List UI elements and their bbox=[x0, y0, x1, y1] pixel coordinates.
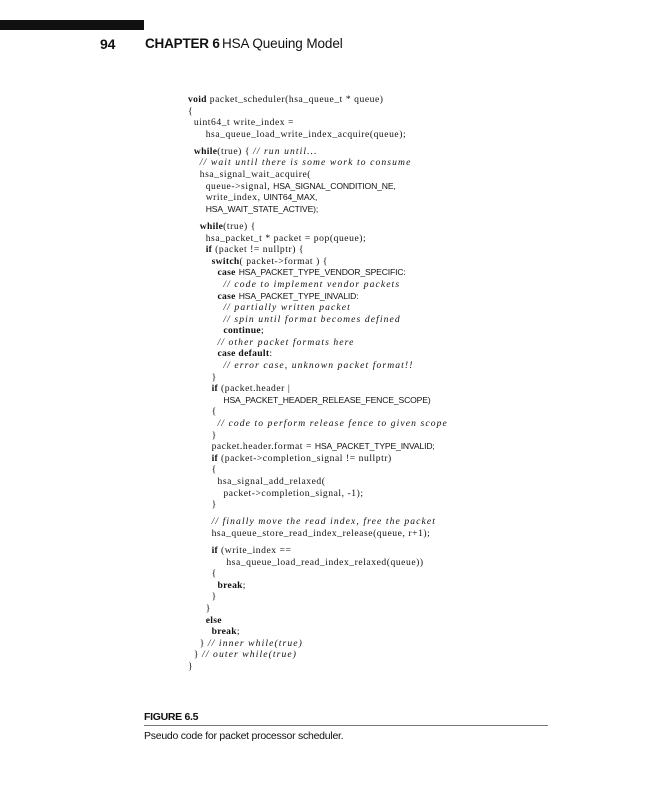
code-constant: HSA_PACKET_TYPE_VENDOR_SPECIFIC: bbox=[238, 267, 406, 278]
chapter-label: CHAPTER 6 bbox=[145, 36, 220, 51]
code-text bbox=[188, 626, 212, 637]
chapter-title: HSA Queuing Model bbox=[222, 36, 343, 51]
code-text: write_index, bbox=[188, 192, 264, 204]
code-line bbox=[188, 157, 528, 169]
code-comment: // code to perform release fence to given scope bbox=[217, 418, 448, 430]
code-text: (true) { bbox=[217, 145, 253, 157]
code-keyword: case bbox=[217, 290, 236, 302]
code-text bbox=[188, 348, 217, 359]
code-line bbox=[188, 169, 528, 181]
code-line bbox=[188, 464, 528, 476]
code-comment: // finally move the read index, free the packet bbox=[211, 516, 437, 528]
code-text: ; bbox=[236, 626, 241, 638]
code-text: { bbox=[188, 568, 217, 580]
code-line bbox=[188, 256, 528, 268]
code-text: } bbox=[188, 371, 217, 383]
code-text: hsa_signal_wait_acquire( bbox=[188, 169, 312, 181]
code-text: ( packet->format ) { bbox=[239, 255, 328, 267]
code-line bbox=[188, 488, 528, 500]
code-line bbox=[188, 181, 528, 193]
code-comment: // outer while(true) bbox=[202, 649, 298, 661]
code-text: } bbox=[188, 429, 217, 441]
code-text bbox=[188, 291, 217, 302]
code-line bbox=[188, 360, 528, 372]
code-keyword: break bbox=[211, 626, 237, 638]
code-line bbox=[188, 430, 528, 442]
page-header bbox=[0, 36, 647, 56]
code-keyword: continue bbox=[223, 325, 261, 337]
code-line bbox=[188, 192, 528, 204]
code-text: hsa_signal_add_relaxed( bbox=[188, 476, 326, 487]
code-constant: HSA_PACKET_TYPE_INVALID: bbox=[238, 290, 359, 301]
code-line bbox=[188, 204, 528, 216]
code-text: { bbox=[188, 406, 217, 418]
code-text bbox=[188, 360, 223, 371]
figure-caption: Pseudo code for packet processor scheduler. bbox=[144, 730, 344, 742]
code-line bbox=[188, 516, 528, 528]
code-line bbox=[188, 94, 528, 106]
code-text bbox=[188, 395, 223, 406]
code-comment: // other packet formats here bbox=[217, 336, 355, 348]
code-text: } bbox=[188, 499, 217, 511]
code-text bbox=[188, 337, 217, 348]
code-line bbox=[188, 146, 528, 158]
code-line bbox=[188, 244, 528, 256]
code-constant: HSA_SIGNAL_CONDITION_NE, bbox=[273, 180, 396, 191]
code-line bbox=[188, 348, 528, 360]
code-line bbox=[188, 372, 528, 384]
code-line bbox=[188, 453, 528, 465]
code-keyword: while bbox=[193, 145, 218, 157]
code-keyword: if bbox=[211, 544, 219, 556]
code-text bbox=[188, 244, 206, 255]
code-text: (packet->completion_signal != nullptr) bbox=[218, 452, 392, 464]
code-text bbox=[188, 615, 206, 626]
code-text bbox=[188, 302, 223, 313]
code-line bbox=[188, 441, 528, 453]
code-comment: // partially written packet bbox=[223, 302, 351, 314]
code-text: (packet.header | bbox=[218, 383, 291, 395]
code-line bbox=[188, 279, 528, 291]
code-line bbox=[188, 337, 528, 349]
code-text bbox=[188, 383, 212, 394]
code-text: hsa_queue_load_read_index_relaxed(queue)) bbox=[188, 556, 424, 568]
code-line bbox=[188, 233, 528, 245]
code-line bbox=[188, 557, 528, 569]
code-text bbox=[188, 279, 223, 290]
code-line bbox=[188, 591, 528, 603]
caption-rule bbox=[144, 725, 548, 726]
code-line bbox=[188, 580, 528, 592]
code-text bbox=[188, 418, 217, 429]
code-comment: // wait until there is some work to consume bbox=[199, 157, 412, 169]
code-line bbox=[188, 106, 528, 118]
code-line bbox=[188, 314, 528, 326]
code-line bbox=[188, 661, 528, 673]
code-line bbox=[188, 568, 528, 580]
page-number: 94 bbox=[100, 36, 116, 52]
code-text bbox=[188, 221, 200, 232]
code-text: packet_scheduler(hsa_queue_t * queue) bbox=[206, 94, 384, 105]
code-line bbox=[188, 603, 528, 615]
code-text bbox=[188, 204, 206, 215]
code-text: } bbox=[188, 637, 208, 649]
code-text: (true) { bbox=[223, 220, 256, 232]
code-line bbox=[188, 649, 528, 661]
code-text bbox=[188, 545, 212, 556]
code-text bbox=[188, 325, 223, 336]
code-text: hsa_queue_load_write_index_acquire(queue); bbox=[188, 128, 407, 140]
figure-label: FIGURE 6.5 bbox=[144, 711, 199, 723]
code-keyword: void bbox=[188, 94, 207, 105]
code-keyword: if bbox=[211, 383, 219, 395]
code-text bbox=[188, 256, 212, 267]
code-line bbox=[188, 615, 528, 627]
code-text: ; bbox=[260, 325, 265, 337]
code-text: packet->completion_signal, -1); bbox=[188, 487, 364, 499]
code-constant: HSA_WAIT_STATE_ACTIVE); bbox=[205, 203, 319, 214]
code-line bbox=[188, 528, 528, 540]
code-line bbox=[188, 117, 528, 129]
code-text: } bbox=[188, 649, 203, 661]
code-keyword: switch bbox=[211, 255, 240, 267]
code-line bbox=[188, 267, 528, 279]
code-comment: // spin until format becomes defined bbox=[223, 313, 401, 325]
code-line bbox=[188, 418, 528, 430]
code-line bbox=[188, 638, 528, 650]
code-line bbox=[188, 383, 528, 395]
code-line bbox=[188, 499, 528, 511]
code-constant: UINT64_MAX, bbox=[263, 192, 318, 203]
code-text bbox=[188, 453, 212, 464]
code-constant: HSA_PACKET_HEADER_RELEASE_FENCE_SCOPE) bbox=[223, 394, 431, 405]
code-keyword: else bbox=[205, 614, 222, 626]
code-comment: // inner while(true) bbox=[207, 637, 303, 649]
code-text: (write_index == bbox=[218, 544, 292, 556]
header-bar bbox=[0, 20, 144, 30]
code-keyword: break bbox=[217, 579, 243, 591]
code-text: : bbox=[269, 348, 273, 360]
code-text: { bbox=[188, 464, 217, 476]
code-keyword: while bbox=[199, 220, 224, 232]
code-keyword: if bbox=[211, 452, 219, 464]
code-text: ; bbox=[242, 579, 247, 591]
code-keyword: case bbox=[217, 267, 236, 279]
code-keyword: if bbox=[205, 244, 213, 256]
code-text: packet.header.format = bbox=[188, 441, 315, 453]
code-text: } bbox=[188, 602, 211, 614]
code-line bbox=[188, 395, 528, 407]
code-text bbox=[188, 314, 223, 325]
code-text bbox=[188, 267, 217, 278]
code-text bbox=[188, 157, 200, 168]
code-text: hsa_queue_store_read_index_release(queue, r+1); bbox=[188, 527, 431, 539]
code-comment: // error case, unknown packet format!! bbox=[223, 360, 414, 372]
code-comment: // run until... bbox=[252, 145, 318, 157]
code-text: (packet != nullptr) { bbox=[212, 244, 305, 256]
code-text bbox=[188, 516, 212, 527]
code-line bbox=[188, 291, 528, 303]
code-text: } bbox=[188, 660, 194, 672]
code-text: hsa_packet_t * packet = pop(queue); bbox=[188, 232, 367, 244]
code-line bbox=[188, 302, 528, 314]
code-listing bbox=[188, 94, 528, 673]
code-line bbox=[188, 221, 528, 233]
code-text: uint64_t write_index = bbox=[188, 117, 295, 129]
code-text bbox=[188, 580, 217, 591]
code-line bbox=[188, 476, 528, 488]
code-constant: HSA_PACKET_TYPE_INVALID; bbox=[314, 441, 435, 452]
code-keyword: case default bbox=[217, 348, 270, 360]
code-text: queue->signal, bbox=[188, 180, 274, 192]
code-line bbox=[188, 406, 528, 418]
code-comment: // code to implement vendor packets bbox=[223, 278, 401, 290]
code-line bbox=[188, 129, 528, 141]
code-line bbox=[188, 626, 528, 638]
code-line bbox=[188, 325, 528, 337]
code-line bbox=[188, 545, 528, 557]
code-text: } bbox=[188, 591, 217, 603]
code-text: { bbox=[188, 105, 194, 117]
